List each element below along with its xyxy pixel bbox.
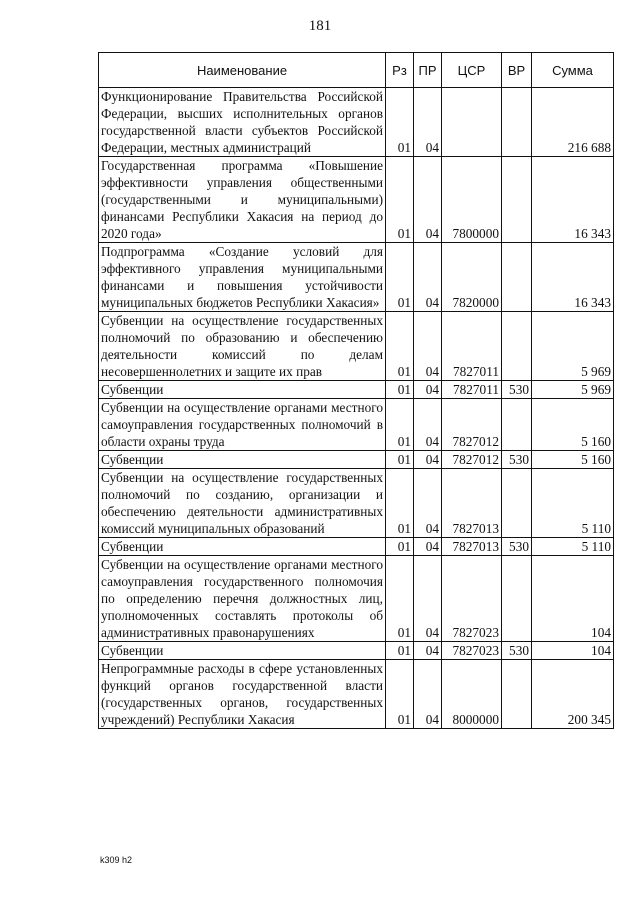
cell-name: Субвенции на осуществление органами местного самоуправления государственных полномочий в области охраны труда: [99, 399, 386, 451]
cell-rz: 01: [386, 88, 414, 157]
table-row: [99, 538, 614, 556]
cell-pr: 04: [414, 469, 442, 538]
cell-vr: [502, 243, 532, 312]
cell-name: Субвенции: [99, 642, 386, 660]
cell-rz: 01: [386, 660, 414, 729]
page-number: 181: [308, 18, 332, 34]
cell-vr: 530: [502, 538, 532, 556]
table-row: [99, 399, 614, 451]
cell-rz: 01: [386, 556, 414, 642]
cell-csr: 7827013: [442, 469, 502, 538]
cell-csr: 7827013: [442, 538, 502, 556]
table-row: [99, 88, 614, 157]
cell-vr: [502, 399, 532, 451]
table-row: [99, 660, 614, 729]
col-header-pr: ПР: [414, 53, 442, 88]
table-body: [99, 88, 614, 729]
cell-rz: 01: [386, 243, 414, 312]
cell-csr: 7827012: [442, 451, 502, 469]
cell-rz: 01: [386, 451, 414, 469]
cell-csr: 7800000: [442, 157, 502, 243]
table-row: [99, 469, 614, 538]
cell-sum: 16 343: [532, 157, 614, 243]
cell-name: Подпрограмма «Создание условий для эффективного управления муниципальными финансами и повышения устойчивости муниципальных бюджетов Республики Хакасия»: [99, 243, 386, 312]
cell-pr: 04: [414, 556, 442, 642]
cell-csr: 7827011: [442, 381, 502, 399]
cell-csr: 7827011: [442, 312, 502, 381]
cell-name: Субвенции: [99, 538, 386, 556]
cell-rz: 01: [386, 312, 414, 381]
cell-sum: 104: [532, 642, 614, 660]
cell-pr: 04: [414, 399, 442, 451]
cell-pr: 04: [414, 660, 442, 729]
cell-vr: [502, 157, 532, 243]
cell-sum: 5 969: [532, 381, 614, 399]
cell-csr: [442, 88, 502, 157]
cell-rz: 01: [386, 469, 414, 538]
cell-sum: 5 110: [532, 469, 614, 538]
cell-sum: 16 343: [532, 243, 614, 312]
cell-vr: [502, 469, 532, 538]
cell-sum: 5 160: [532, 399, 614, 451]
cell-vr: [502, 660, 532, 729]
table-row: [99, 556, 614, 642]
cell-rz: 01: [386, 642, 414, 660]
cell-pr: 04: [414, 642, 442, 660]
col-header-name: Наименование: [99, 53, 386, 88]
cell-pr: 04: [414, 243, 442, 312]
col-header-vr: ВР: [502, 53, 532, 88]
cell-csr: 7827023: [442, 642, 502, 660]
cell-name: Государственная программа «Повышение эффективности управления общественными (государственными и муниципальными) финансами Республики Хакасия на период до 2020 года»: [99, 157, 386, 243]
cell-vr: 530: [502, 451, 532, 469]
cell-pr: 04: [414, 312, 442, 381]
cell-name: Субвенции: [99, 381, 386, 399]
col-header-rz: Рз: [386, 53, 414, 88]
table-header-row: [99, 53, 614, 88]
table-row: [99, 312, 614, 381]
table-row: [99, 243, 614, 312]
cell-rz: 01: [386, 399, 414, 451]
cell-rz: 01: [386, 538, 414, 556]
cell-vr: [502, 556, 532, 642]
cell-sum: 216 688: [532, 88, 614, 157]
cell-pr: 04: [414, 88, 442, 157]
cell-vr: [502, 88, 532, 157]
cell-vr: [502, 312, 532, 381]
cell-sum: 104: [532, 556, 614, 642]
cell-name: Субвенции на осуществление государственных полномочий по образованию и обеспечению деятельности комиссий по делам несовершеннолетних и защите их прав: [99, 312, 386, 381]
cell-csr: 8000000: [442, 660, 502, 729]
cell-csr: 7827023: [442, 556, 502, 642]
cell-sum: 5 969: [532, 312, 614, 381]
cell-rz: 01: [386, 157, 414, 243]
cell-pr: 04: [414, 157, 442, 243]
cell-pr: 04: [414, 381, 442, 399]
cell-csr: 7820000: [442, 243, 502, 312]
cell-rz: 01: [386, 381, 414, 399]
table-row: [99, 451, 614, 469]
cell-sum: 5 160: [532, 451, 614, 469]
cell-name: Субвенции на осуществление государственных полномочий по созданию, организации и обеспечению деятельности административных комиссий муниципальных образований: [99, 469, 386, 538]
cell-sum: 5 110: [532, 538, 614, 556]
cell-vr: 530: [502, 381, 532, 399]
col-header-sum: Сумма: [532, 53, 614, 88]
cell-vr: 530: [502, 642, 532, 660]
cell-name: Субвенции на осуществление органами местного самоуправления государственного полномочия по определению перечня должностных лиц, уполномоченных составлять протоколы об административных правонарушениях: [99, 556, 386, 642]
table-row: [99, 381, 614, 399]
budget-table: [98, 52, 614, 729]
cell-pr: 04: [414, 451, 442, 469]
col-header-csr: ЦСР: [442, 53, 502, 88]
footer-code: k309 h2: [100, 855, 133, 865]
cell-name: Функционирование Правительства Российской Федерации, высших исполнительных органов государственной власти субъектов Российской Федерации, местных администраций: [99, 88, 386, 157]
cell-pr: 04: [414, 538, 442, 556]
cell-name: Непрограммные расходы в сфере установленных функций органов государственной власти (государственных органов, государственных учреждений) Республики Хакасия: [99, 660, 386, 729]
cell-name: Субвенции: [99, 451, 386, 469]
cell-sum: 200 345: [532, 660, 614, 729]
table-row: [99, 157, 614, 243]
table-row: [99, 642, 614, 660]
cell-csr: 7827012: [442, 399, 502, 451]
